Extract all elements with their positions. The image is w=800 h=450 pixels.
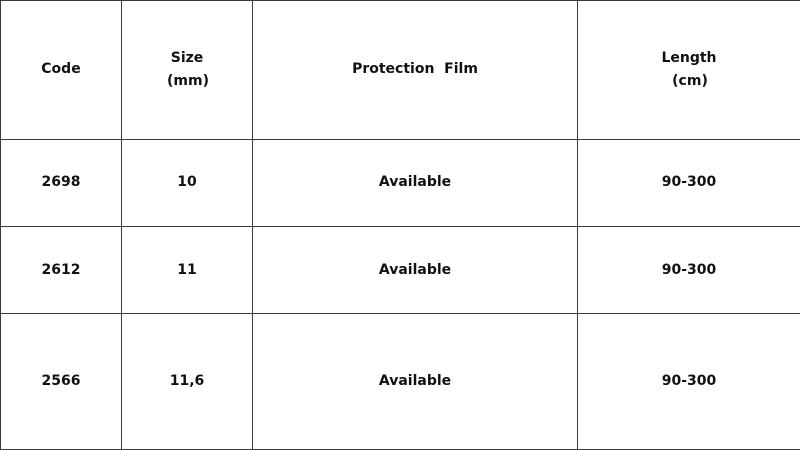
header-code: Code	[1, 1, 122, 140]
cell-code: 2612	[1, 226, 122, 313]
cell-size: 10	[122, 139, 253, 226]
cell-length: 90-300	[578, 314, 800, 450]
header-size-unit: (mm)	[167, 72, 209, 89]
cell-size: 11,6	[122, 314, 253, 450]
cell-film: Available	[253, 314, 578, 450]
header-length-unit: (cm)	[672, 72, 708, 89]
header-size-label: Size	[170, 49, 204, 66]
cell-code: 2698	[1, 139, 122, 226]
header-protection-film: Protection Film	[253, 1, 578, 140]
header-length	[578, 1, 800, 140]
header-length-label: Length	[661, 49, 717, 66]
cell-film: Available	[253, 139, 578, 226]
cell-size: 11	[122, 226, 253, 313]
table-row	[1, 314, 800, 450]
cell-film: Available	[253, 226, 578, 313]
table-header-row	[1, 1, 800, 140]
table-row	[1, 139, 800, 226]
header-size	[122, 1, 253, 140]
cell-length: 90-300	[578, 226, 800, 313]
table-row	[1, 226, 800, 313]
cell-length: 90-300	[578, 139, 800, 226]
cell-code: 2566	[1, 314, 122, 450]
